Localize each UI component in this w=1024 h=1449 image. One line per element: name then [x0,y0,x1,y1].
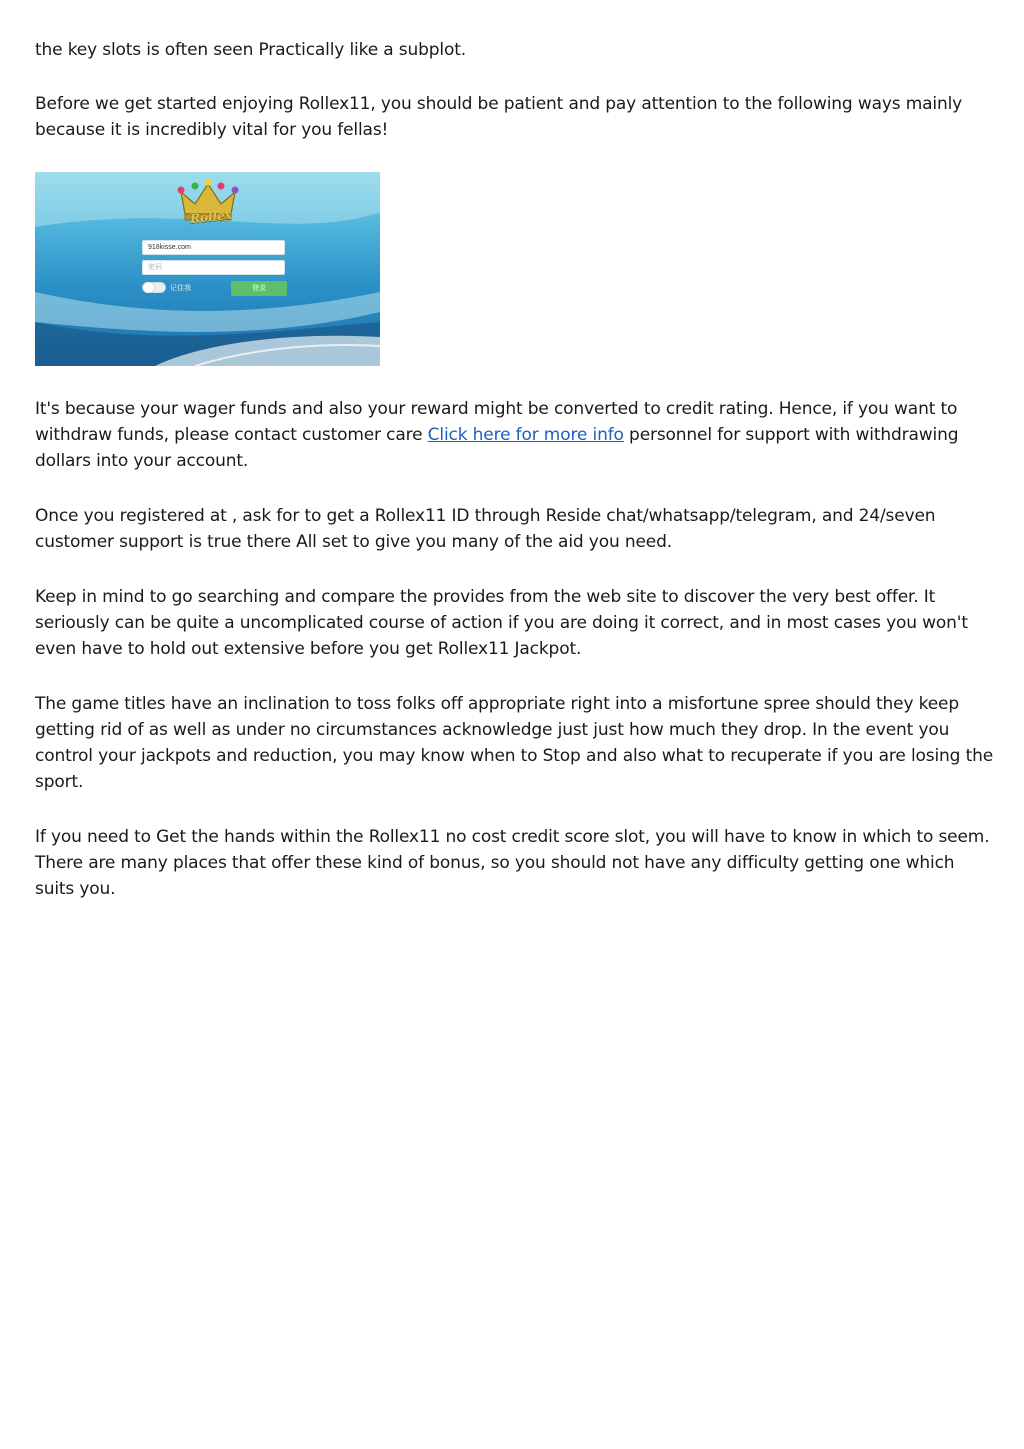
document-body [35,37,995,931]
paragraph-2: Before we get started enjoying Rollex11, you should be patient and pay attention to the following ways mainly because it is incredibly vital for you fellas! [35,94,963,140]
more-info-link[interactable]: Click here for more info [427,425,624,445]
paragraph-1: the key slots is often seen Practically like a subplot. [35,40,466,60]
remember-label: 记住我 [170,284,191,292]
paragraph-6: The game titles have an inclination to toss folks off appropriate right into a misfortune spree should they keep getting rid of as well as under no circumstances acknowledge just just how much they drop. In the event you control your jackpots and reduction, you may know when to Stop and also what to recuperate if you are losing the sport. [35,694,994,792]
paragraph-5: Keep in mind to go searching and compare the provides from the web site to discover the very best offer. It seriously can be quite a uncomplicated course of action if you are doing it correct, and in most cases you won't even have to hold out extensive before you get Rollex11 Jackpot. [35,587,968,659]
toggle-knob [143,282,154,293]
paragraph-3-text-start: It's because your wager funds and also your reward might be converted to credit rating. Hence, if you want to withdraw funds, please contact customer care [35,399,958,445]
paragraph-7: If you need to Get the hands within the Rollex11 no cost credit score slot, you will have to know in which to seem. There are many places that offer these kind of bonus, so you should not have any difficulty getting one which suits you. [35,827,990,899]
username-field: 918kisse.com [142,240,285,255]
logo-wordmark: Rollex [189,207,233,227]
login-button: 登录 [231,281,287,296]
paragraph-3-text-end: personnel for support with withdrawing dollars into your account. [35,425,959,471]
password-field: 密码 [142,260,285,275]
paragraph-4: Once you registered at , ask for to get a Rollex11 ID through Reside chat/whatsapp/telegram, and 24/seven customer support is true there All set to give you many of the aid you need. [35,506,936,552]
login-screenshot-image [35,172,380,366]
remember-toggle [142,282,166,293]
paragraph-3 [35,396,995,474]
